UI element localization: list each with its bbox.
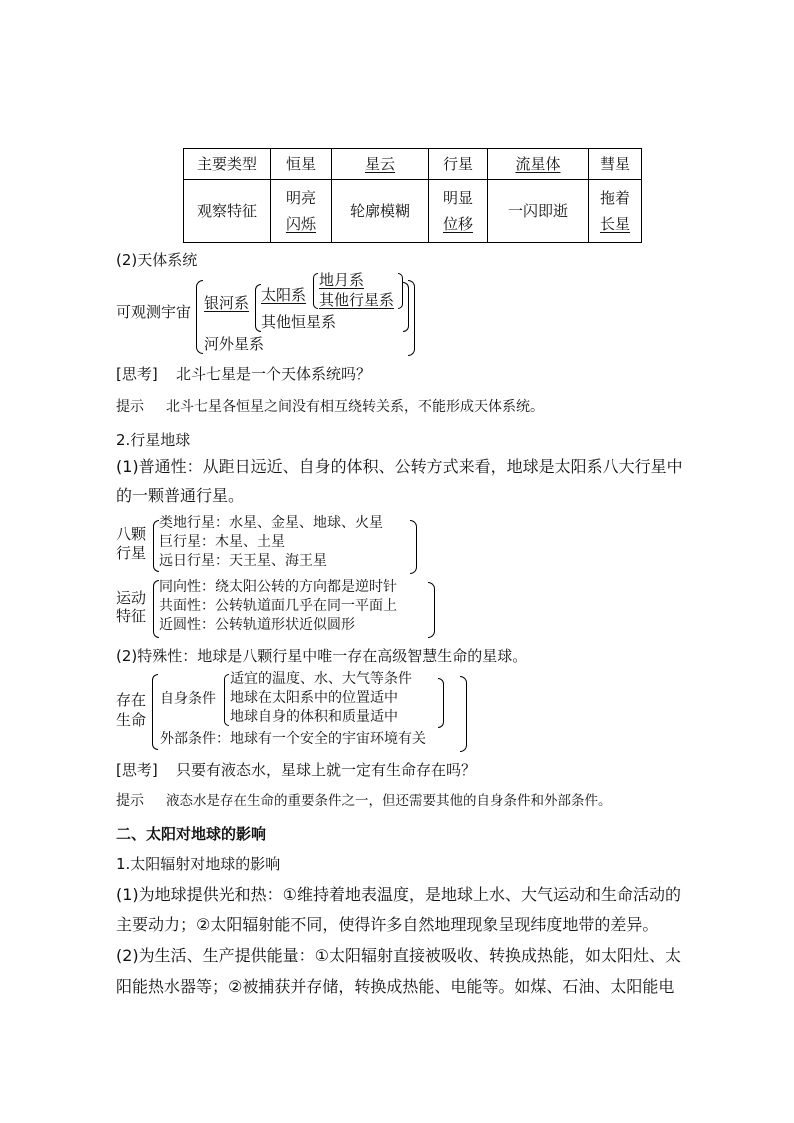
table-header-text: 星云 bbox=[364, 155, 395, 173]
near-circular-text: 近圆性：公转轨道形状近似圆形 bbox=[159, 617, 355, 633]
table-row-label: 观察特征 bbox=[184, 180, 271, 243]
cell-text: 一闪即逝 bbox=[507, 202, 568, 220]
think-label: [思考] bbox=[116, 761, 158, 779]
solar-system-label: 太阳系 bbox=[261, 286, 307, 304]
brace-right bbox=[410, 520, 417, 574]
cell-text: 拖着 bbox=[599, 189, 630, 207]
galaxy-label: 银河系 bbox=[204, 294, 250, 312]
table-cell bbox=[488, 180, 589, 243]
other-planet-systems-label: 其他行星系 bbox=[319, 291, 395, 309]
other-star-systems-label: 其他恒星系 bbox=[261, 313, 337, 331]
extragalactic-label: 河外星系 bbox=[204, 335, 265, 353]
cell-text: 长星 bbox=[599, 215, 630, 233]
size-condition-text: 地球自身的体积和质量适中 bbox=[230, 709, 398, 725]
section-heading-celestial-system: (2)天体系统 bbox=[116, 251, 198, 269]
table-header-cell: 主要类型 bbox=[184, 149, 271, 180]
eight-planets-label: 八颗 bbox=[116, 525, 147, 543]
section-heading-sun-impact: 二、太阳对地球的影响 bbox=[116, 825, 267, 843]
energy-text-line: (2)为生活、生产提供能量：①太阳辐射直接被吸收、转换成热能，如太阳灶、太 bbox=[116, 946, 682, 965]
energy-text-line: 阳能热水器等；②被捕获并存储，转换成热能、电能等。如煤、石油、太阳能电 bbox=[116, 977, 675, 996]
brace-left bbox=[224, 674, 229, 726]
think-question: 北斗七星是一个天体系统吗？ bbox=[176, 365, 372, 383]
cell-text: 明亮 bbox=[285, 189, 316, 207]
ordinary-text-line: (1)普通性：从距日远近、自身的体积、公转方式来看，地球是太阳系八大行星中 bbox=[116, 457, 683, 476]
motion-label: 特征 bbox=[116, 607, 147, 625]
internal-conditions-label: 自身条件 bbox=[160, 691, 216, 707]
brace-right bbox=[408, 280, 415, 356]
tip-label: 提示 bbox=[116, 399, 144, 415]
section-heading-planet-earth: 2.行星地球 bbox=[116, 431, 191, 449]
tip-text: 北斗七星各恒星之间没有相互绕转关系，不能形成天体系统。 bbox=[166, 399, 544, 415]
table-cell bbox=[332, 180, 429, 243]
table-header-text: 流星体 bbox=[515, 155, 561, 173]
brace-left bbox=[196, 280, 203, 354]
cell-text: 闪烁 bbox=[285, 215, 316, 233]
cell-text: 轮廓模糊 bbox=[349, 202, 410, 220]
table-cell bbox=[429, 180, 488, 243]
special-text: (2)特殊性：地球是八颗行星中唯一存在高级智慧生命的星球。 bbox=[116, 647, 528, 665]
temperature-condition-text: 适宜的温度、水、大气等条件 bbox=[230, 671, 412, 687]
external-condition-text: 外部条件：地球有一个安全的宇宙环境有关 bbox=[160, 731, 426, 747]
table-header-cell: 恒星 bbox=[271, 149, 332, 180]
celestial-types-table bbox=[183, 148, 642, 243]
table-cell bbox=[589, 180, 642, 243]
tip-label: 提示 bbox=[116, 793, 144, 809]
giant-planets-text: 巨行星：木星、土星 bbox=[159, 534, 285, 550]
table-cell bbox=[271, 180, 332, 243]
brace-left bbox=[313, 273, 318, 309]
think-label: [思考] bbox=[116, 365, 158, 383]
table-header-cell: 行星 bbox=[429, 149, 488, 180]
position-condition-text: 地球在太阳系中的位置适中 bbox=[230, 690, 398, 706]
think-question: 只要有液态水，星球上就一定有生命存在吗？ bbox=[176, 761, 477, 779]
far-planets-text: 远日行星：天王星、海王星 bbox=[159, 553, 327, 569]
table-header-cell bbox=[332, 149, 429, 180]
observable-universe-label: 可观测宇宙 bbox=[116, 303, 192, 321]
cell-text: 位移 bbox=[442, 215, 473, 233]
subsection-heading-radiation: 1.太阳辐射对地球的影响 bbox=[116, 855, 281, 873]
brace-left bbox=[152, 674, 158, 750]
brace-right bbox=[438, 678, 444, 728]
table-header-row bbox=[184, 149, 642, 180]
table-row bbox=[184, 180, 642, 243]
table-header-cell: 彗星 bbox=[589, 149, 642, 180]
brace-right bbox=[460, 676, 467, 752]
life-label: 生命 bbox=[116, 711, 147, 729]
same-direction-text: 同向性：绕太阳公转的方向都是逆时针 bbox=[159, 579, 397, 595]
coplanar-text: 共面性：公转轨道面几乎在同一平面上 bbox=[159, 598, 397, 614]
life-label: 存在 bbox=[116, 691, 147, 709]
terrestrial-planets-text: 类地行星：水星、金星、地球、火星 bbox=[159, 515, 383, 531]
brace-right bbox=[428, 582, 435, 638]
earth-moon-system-label: 地月系 bbox=[319, 271, 365, 289]
ordinary-text-line: 的一颗普通行星。 bbox=[116, 486, 245, 505]
table-header-cell bbox=[488, 149, 589, 180]
light-heat-text-line: 主要动力；②太阳辐射能不同，使得许多自然地理现象呈现纬度地带的差异。 bbox=[116, 915, 659, 934]
tip-text: 液态水是存在生命的重要条件之一，但还需要其他的自身条件和外部条件。 bbox=[166, 793, 612, 809]
eight-planets-label: 行星 bbox=[116, 544, 147, 562]
motion-label: 运动 bbox=[116, 589, 147, 607]
light-heat-text-line: (1)为地球提供光和热：①维持着地表温度，是地球上水、大气运动和生命活动的 bbox=[116, 885, 682, 904]
cell-text: 明显 bbox=[442, 189, 473, 207]
